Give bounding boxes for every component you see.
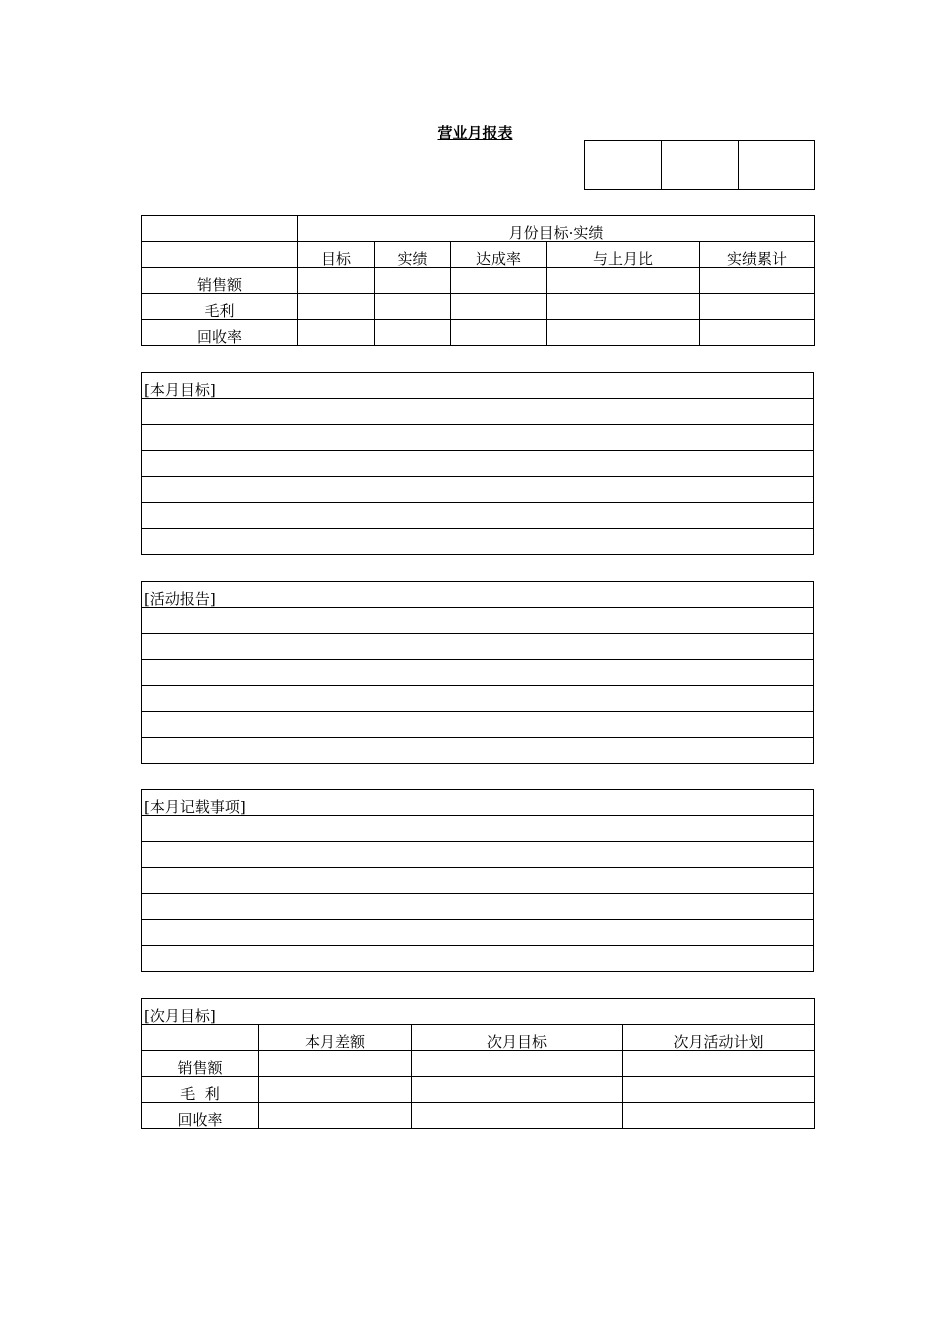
column-header: 次月目标	[412, 1025, 623, 1051]
section-monthly-goals	[141, 372, 814, 555]
writing-line[interactable]	[142, 425, 814, 451]
writing-line[interactable]	[142, 686, 814, 712]
column-header: 本月差额	[259, 1025, 412, 1051]
writing-line[interactable]	[142, 660, 814, 686]
input-cell[interactable]	[547, 294, 700, 320]
writing-line[interactable]	[142, 946, 814, 972]
input-cell[interactable]	[547, 268, 700, 294]
table-row	[142, 1103, 815, 1129]
input-cell[interactable]	[700, 268, 815, 294]
writing-line[interactable]	[142, 738, 814, 764]
input-cell[interactable]	[451, 294, 547, 320]
page-title: 营业月报表	[437, 124, 513, 142]
writing-line[interactable]	[142, 920, 814, 946]
input-cell[interactable]	[298, 268, 375, 294]
input-cell[interactable]	[451, 320, 547, 346]
input-cell[interactable]	[547, 320, 700, 346]
section-heading: [本月记载事项]	[142, 790, 814, 816]
input-cell[interactable]	[375, 268, 451, 294]
section-heading: [本月目标]	[142, 373, 814, 399]
writing-line[interactable]	[142, 477, 814, 503]
writing-line[interactable]	[142, 634, 814, 660]
row-label: 毛 利	[142, 1077, 259, 1103]
writing-line[interactable]	[142, 868, 814, 894]
table-row	[142, 1077, 815, 1103]
writing-line[interactable]	[142, 451, 814, 477]
table-row	[142, 320, 815, 346]
writing-line[interactable]	[142, 894, 814, 920]
writing-line[interactable]	[142, 608, 814, 634]
approval-box[interactable]	[662, 141, 739, 190]
writing-line[interactable]	[142, 712, 814, 738]
input-cell[interactable]	[412, 1051, 623, 1077]
writing-line[interactable]	[142, 503, 814, 529]
row-label: 销售额	[142, 268, 298, 294]
approval-box[interactable]	[585, 141, 662, 190]
section-heading: [次月目标]	[142, 999, 815, 1025]
row-label: 毛利	[142, 294, 298, 320]
next-month-table	[141, 998, 815, 1129]
input-cell[interactable]	[623, 1103, 815, 1129]
corner-cell	[142, 1025, 259, 1051]
column-header: 实绩累计	[700, 242, 815, 268]
group-header: 月份目标·实绩	[298, 216, 815, 242]
column-header: 与上月比	[547, 242, 700, 268]
writing-line[interactable]	[142, 529, 814, 555]
input-cell[interactable]	[298, 294, 375, 320]
input-cell[interactable]	[375, 320, 451, 346]
row-label: 销售额	[142, 1051, 259, 1077]
input-cell[interactable]	[259, 1077, 412, 1103]
row-label: 回收率	[142, 320, 298, 346]
input-cell[interactable]	[700, 320, 815, 346]
approval-box[interactable]	[739, 141, 815, 190]
input-cell[interactable]	[412, 1077, 623, 1103]
input-cell[interactable]	[623, 1051, 815, 1077]
performance-table	[141, 215, 815, 346]
input-cell[interactable]	[700, 294, 815, 320]
section-heading: [活动报告]	[142, 582, 814, 608]
input-cell[interactable]	[451, 268, 547, 294]
column-header: 实绩	[375, 242, 451, 268]
column-header: 次月活动计划	[623, 1025, 815, 1051]
table-row	[142, 268, 815, 294]
input-cell[interactable]	[259, 1103, 412, 1129]
table-row	[142, 294, 815, 320]
writing-line[interactable]	[142, 399, 814, 425]
approval-boxes	[584, 140, 815, 190]
input-cell[interactable]	[623, 1077, 815, 1103]
corner-cell	[142, 216, 298, 242]
column-header: 达成率	[451, 242, 547, 268]
section-monthly-notes	[141, 789, 814, 972]
row-label: 回收率	[142, 1103, 259, 1129]
section-activity-report	[141, 581, 814, 764]
input-cell[interactable]	[412, 1103, 623, 1129]
input-cell[interactable]	[259, 1051, 412, 1077]
writing-line[interactable]	[142, 842, 814, 868]
input-cell[interactable]	[298, 320, 375, 346]
column-header: 目标	[298, 242, 375, 268]
writing-line[interactable]	[142, 816, 814, 842]
table-row	[142, 1051, 815, 1077]
input-cell[interactable]	[375, 294, 451, 320]
corner-cell	[142, 242, 298, 268]
